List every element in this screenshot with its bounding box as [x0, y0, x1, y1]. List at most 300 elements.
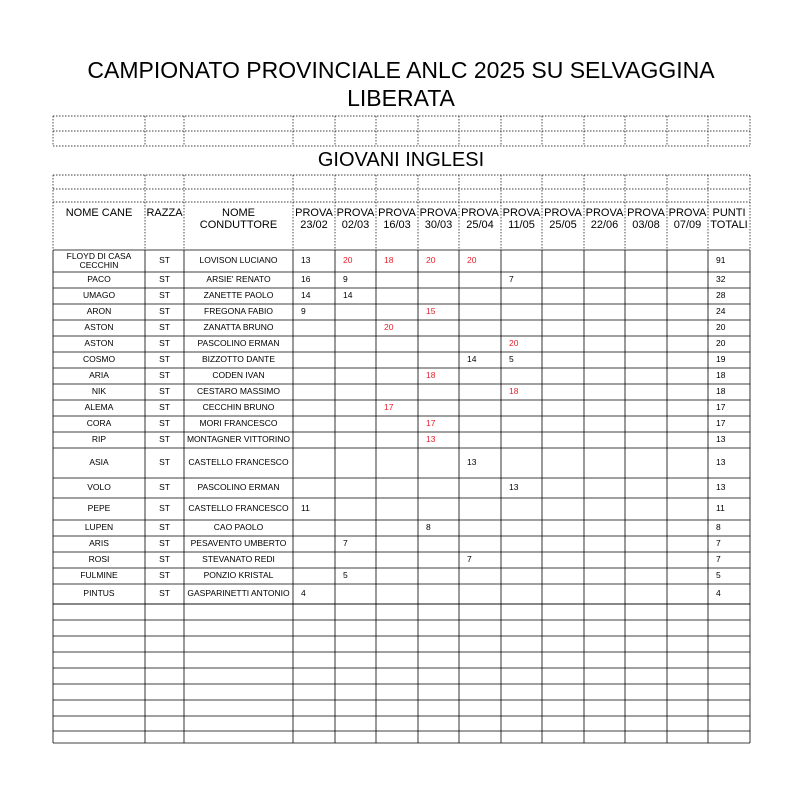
trial-score	[625, 352, 667, 368]
trial-score	[542, 432, 584, 448]
trial-score	[542, 448, 584, 478]
total-points: 13	[716, 457, 726, 468]
trial-score: 14	[467, 354, 477, 365]
header-trial-label: PROVA	[585, 207, 624, 219]
trial-score	[418, 288, 459, 304]
trial-score	[584, 384, 625, 400]
trial-score	[501, 536, 542, 552]
header-handler-line2: CONDUTTORE	[199, 219, 278, 231]
trial-score	[376, 368, 418, 384]
trial-score	[667, 568, 708, 584]
trial-score	[418, 536, 459, 552]
trial-score	[542, 416, 584, 432]
trial-score	[335, 352, 376, 368]
trial-score	[625, 498, 667, 520]
trial-score	[335, 400, 376, 416]
trial-score	[376, 536, 418, 552]
trial-score	[376, 432, 418, 448]
trial-score	[625, 400, 667, 416]
trial-score	[625, 336, 667, 352]
category-subtitle: GIOVANI INGLESI	[317, 149, 485, 171]
trial-score: 17	[426, 418, 436, 429]
trial-score: 5	[509, 354, 514, 365]
trial-score	[501, 250, 542, 272]
trial-score	[584, 552, 625, 568]
trial-score	[667, 432, 708, 448]
trial-score	[501, 448, 542, 478]
trial-score	[335, 304, 376, 320]
header-breed: RAZZA	[146, 207, 183, 219]
trial-score	[335, 552, 376, 568]
breed: ST	[159, 274, 170, 285]
total-points: 18	[716, 370, 726, 381]
trial-score	[335, 432, 376, 448]
trial-score: 20	[467, 255, 477, 266]
trial-score	[584, 352, 625, 368]
breed: ST	[159, 554, 170, 565]
dog-name: PINTUS	[83, 588, 115, 599]
total-points: 28	[716, 290, 726, 301]
handler-name: PESAVENTO UMBERTO	[190, 538, 287, 549]
breed: ST	[159, 418, 170, 429]
trial-score	[376, 352, 418, 368]
header-trial-label: PROVA	[295, 207, 333, 219]
trial-score	[542, 272, 584, 288]
trial-score	[501, 368, 542, 384]
handler-name: CAO PAOLO	[213, 522, 264, 533]
trial-score	[584, 304, 625, 320]
dog-name: ARIS	[89, 538, 109, 549]
dog-name: PACO	[87, 274, 111, 285]
trial-score	[293, 432, 335, 448]
trial-score	[418, 552, 459, 568]
trial-score	[459, 478, 501, 498]
trial-score	[625, 584, 667, 604]
header-trial-date: 23/02	[300, 219, 328, 231]
dog-name: VOLO	[87, 482, 111, 493]
total-points: 7	[716, 554, 721, 565]
trial-score	[542, 304, 584, 320]
trial-score	[293, 478, 335, 498]
trial-score	[418, 568, 459, 584]
handler-name: MORI FRANCESCO	[199, 418, 278, 429]
breed: ST	[159, 290, 170, 301]
trial-score	[459, 416, 501, 432]
trial-score	[418, 584, 459, 604]
trial-score	[625, 552, 667, 568]
trial-score	[667, 552, 708, 568]
trial-score: 18	[426, 370, 436, 381]
trial-score	[501, 288, 542, 304]
handler-name: CESTARO MASSIMO	[197, 386, 280, 397]
breed: ST	[159, 402, 170, 413]
trial-score	[584, 272, 625, 288]
trial-score	[625, 416, 667, 432]
header-total-line2: TOTALI	[710, 219, 748, 231]
trial-score	[542, 552, 584, 568]
trial-score	[459, 336, 501, 352]
trial-score	[667, 272, 708, 288]
trial-score	[293, 536, 335, 552]
trial-score	[542, 336, 584, 352]
trial-score	[376, 304, 418, 320]
handler-name: ARSIE' RENATO	[206, 274, 271, 285]
handler-name: CODEN IVAN	[212, 370, 265, 381]
handler-name: BIZZOTTO DANTE	[201, 354, 276, 365]
trial-score	[625, 288, 667, 304]
trial-score: 13	[509, 482, 519, 493]
header-trial-label: PROVA	[419, 207, 458, 219]
trial-score	[625, 384, 667, 400]
dog-name: ARON	[86, 306, 112, 317]
handler-name: CASTELLO FRANCESCO	[188, 457, 289, 468]
trial-score	[667, 520, 708, 536]
total-points: 11	[716, 503, 725, 514]
trial-score	[459, 432, 501, 448]
handler-name: PASCOLINO ERMAN	[197, 338, 280, 349]
handler-name: PASCOLINO ERMAN	[197, 482, 280, 493]
breed: ST	[159, 338, 170, 349]
header-trial-label: PROVA	[668, 207, 707, 219]
trial-score	[584, 320, 625, 336]
trial-score	[625, 368, 667, 384]
dog-name: ALEMA	[84, 402, 114, 413]
trial-score	[418, 448, 459, 478]
trial-score	[542, 584, 584, 604]
trial-score	[584, 288, 625, 304]
breed: ST	[159, 457, 170, 468]
header-handler: NOME	[222, 207, 255, 219]
dog-name: CORA	[86, 418, 112, 429]
document-title: CAMPIONATO PROVINCIALE ANLC 2025 SU SELVAGGINA	[87, 57, 715, 83]
trial-score	[293, 520, 335, 536]
trial-score	[584, 448, 625, 478]
trial-score	[584, 478, 625, 498]
trial-score	[584, 520, 625, 536]
trial-score	[376, 498, 418, 520]
breed: ST	[159, 538, 170, 549]
trial-score	[459, 536, 501, 552]
trial-score: 4	[301, 588, 306, 599]
trial-score	[376, 288, 418, 304]
trial-score	[584, 498, 625, 520]
trial-score	[667, 498, 708, 520]
trial-score	[418, 336, 459, 352]
dog-name: ASTON	[84, 322, 114, 333]
trial-score	[501, 520, 542, 536]
trial-score	[501, 432, 542, 448]
trial-score	[667, 320, 708, 336]
trial-score	[376, 568, 418, 584]
breed: ST	[159, 370, 170, 381]
trial-score	[584, 432, 625, 448]
trial-score: 5	[343, 570, 348, 581]
trial-score	[667, 584, 708, 604]
trial-score	[418, 352, 459, 368]
total-points: 91	[716, 255, 726, 266]
trial-score	[542, 352, 584, 368]
trial-score	[625, 272, 667, 288]
trial-score	[501, 568, 542, 584]
breed: ST	[159, 522, 170, 533]
trial-score	[335, 416, 376, 432]
header-trial-date: 02/03	[341, 219, 370, 231]
breed: ST	[159, 503, 170, 514]
trial-score: 11	[301, 503, 310, 514]
trial-score	[542, 288, 584, 304]
trial-score: 9	[301, 306, 306, 317]
trial-score	[459, 288, 501, 304]
trial-score	[335, 368, 376, 384]
breed: ST	[159, 386, 170, 397]
trial-score	[667, 336, 708, 352]
trial-score	[667, 478, 708, 498]
trial-score	[293, 552, 335, 568]
trial-score	[376, 478, 418, 498]
trial-score	[418, 384, 459, 400]
trial-score	[667, 250, 708, 272]
dog-name: RIP	[91, 434, 107, 445]
header-trial-label: PROVA	[627, 207, 665, 219]
trial-score	[667, 368, 708, 384]
trial-score	[418, 400, 459, 416]
trial-score	[376, 584, 418, 604]
trial-score: 20	[509, 338, 519, 349]
trial-score	[376, 520, 418, 536]
trial-score	[667, 536, 708, 552]
trial-score	[501, 416, 542, 432]
trial-score	[335, 584, 376, 604]
trial-score	[584, 568, 625, 584]
trial-score	[501, 320, 542, 336]
trial-score: 16	[301, 274, 311, 285]
trial-score	[625, 304, 667, 320]
total-points: 8	[716, 522, 721, 533]
handler-name: LOVISON LUCIANO	[199, 255, 278, 266]
dog-name: COSMO	[82, 354, 116, 365]
trial-score	[376, 416, 418, 432]
breed: ST	[159, 482, 170, 493]
trial-score	[459, 520, 501, 536]
trial-score	[418, 498, 459, 520]
header-trial-label: PROVA	[544, 207, 582, 219]
trial-score	[376, 448, 418, 478]
trial-score: 7	[343, 538, 348, 549]
handler-name: STEVANATO REDI	[202, 554, 275, 565]
header-trial-date: 11/05	[508, 219, 535, 231]
trial-score: 14	[301, 290, 311, 301]
handler-name: CECCHIN BRUNO	[202, 402, 275, 413]
handler-name: GASPARINETTI ANTONIO	[187, 588, 290, 599]
trial-score	[667, 352, 708, 368]
trial-score	[584, 368, 625, 384]
trial-score	[542, 320, 584, 336]
header-trial-date: 03/08	[632, 219, 660, 231]
handler-name: CASTELLO FRANCESCO	[188, 503, 289, 514]
trial-score	[418, 320, 459, 336]
trial-score	[667, 416, 708, 432]
breed: ST	[159, 434, 170, 445]
dog-name: ROSI	[88, 554, 110, 565]
trial-score	[335, 320, 376, 336]
total-points: 7	[716, 538, 721, 549]
dog-name: ASTON	[84, 338, 114, 349]
handler-name: ZANETTE PAOLO	[203, 290, 274, 301]
breed: ST	[159, 588, 170, 599]
trial-score: 20	[426, 255, 436, 266]
trial-score	[418, 272, 459, 288]
trial-score	[501, 498, 542, 520]
total-points: 5	[716, 570, 721, 581]
header-trial-date: 07/09	[673, 219, 702, 231]
trial-score: 8	[426, 522, 431, 533]
header-total: PUNTI	[712, 207, 746, 219]
breed: ST	[159, 306, 170, 317]
trial-score: 20	[384, 322, 394, 333]
trial-score	[625, 250, 667, 272]
trial-score	[584, 584, 625, 604]
total-points: 13	[716, 482, 726, 493]
handler-name: PONZIO KRISTAL	[203, 570, 274, 581]
trial-score	[625, 448, 667, 478]
breed: ST	[159, 255, 170, 266]
trial-score	[501, 552, 542, 568]
trial-score: 18	[384, 255, 394, 266]
trial-score: 13	[426, 434, 436, 445]
trial-score	[293, 352, 335, 368]
trial-score	[501, 400, 542, 416]
trial-score	[542, 520, 584, 536]
trial-score	[418, 478, 459, 498]
trial-score	[459, 400, 501, 416]
trial-score	[376, 552, 418, 568]
total-points: 18	[716, 386, 726, 397]
handler-name: FREGONA FABIO	[204, 306, 273, 317]
dog-name: FULMINE	[80, 570, 118, 581]
trial-score	[667, 448, 708, 478]
trial-score: 18	[509, 386, 519, 397]
trial-score	[625, 320, 667, 336]
header-dog-name: NOME CANE	[65, 207, 133, 219]
trial-score	[293, 448, 335, 478]
trial-score	[625, 568, 667, 584]
dog-name: LUPEN	[84, 522, 114, 533]
trial-score	[542, 368, 584, 384]
trial-score	[335, 478, 376, 498]
trial-score	[584, 250, 625, 272]
header-trial-date: 30/03	[424, 219, 453, 231]
trial-score	[625, 478, 667, 498]
trial-score	[293, 320, 335, 336]
trial-score: 15	[426, 306, 436, 317]
header-trial-date: 25/05	[549, 219, 577, 231]
header-trial-date: 16/03	[383, 219, 411, 231]
trial-score	[542, 384, 584, 400]
dog-name: FLOYD DI CASA CECCHIN	[66, 250, 132, 270]
handler-name: MONTAGNER VITTORINO	[186, 434, 291, 445]
trial-score	[584, 416, 625, 432]
trial-score	[459, 568, 501, 584]
header-trial-label: PROVA	[461, 207, 499, 219]
dog-name: ASIA	[89, 457, 109, 468]
total-points: 19	[716, 354, 726, 365]
trial-score	[625, 536, 667, 552]
total-points: 20	[716, 322, 726, 333]
trial-score	[293, 384, 335, 400]
trial-score: 13	[301, 255, 311, 266]
total-points: 17	[716, 402, 726, 413]
trial-score: 13	[467, 457, 477, 468]
trial-score	[293, 368, 335, 384]
trial-score	[584, 336, 625, 352]
trial-score	[335, 384, 376, 400]
trial-score	[459, 272, 501, 288]
total-points: 32	[716, 274, 726, 285]
total-points: 20	[716, 338, 726, 349]
trial-score	[459, 320, 501, 336]
header-trial-label: PROVA	[336, 207, 375, 219]
breed: ST	[159, 322, 170, 333]
trial-score	[501, 304, 542, 320]
header-trial-label: PROVA	[378, 207, 416, 219]
trial-score	[459, 384, 501, 400]
trial-score: 17	[384, 402, 394, 413]
trial-score	[667, 304, 708, 320]
trial-score	[584, 536, 625, 552]
total-points: 17	[716, 418, 726, 429]
trial-score: 20	[343, 255, 353, 266]
trial-score	[293, 416, 335, 432]
trial-score	[293, 400, 335, 416]
trial-score	[459, 368, 501, 384]
document-title-continued: LIBERATA	[347, 85, 455, 111]
dog-name: NIK	[91, 386, 107, 397]
trial-score	[335, 336, 376, 352]
trial-score	[293, 568, 335, 584]
total-points: 24	[716, 306, 726, 317]
trial-score	[335, 448, 376, 478]
trial-score	[625, 520, 667, 536]
total-points: 4	[716, 588, 721, 599]
trial-score	[501, 584, 542, 604]
trial-score	[542, 568, 584, 584]
trial-score	[459, 498, 501, 520]
trial-score	[376, 384, 418, 400]
trial-score	[667, 384, 708, 400]
header-trial-date: 25/04	[466, 219, 494, 231]
trial-score	[542, 250, 584, 272]
trial-score	[335, 520, 376, 536]
trial-score	[293, 336, 335, 352]
dog-name: ARIA	[89, 370, 109, 381]
trial-score	[376, 272, 418, 288]
breed: ST	[159, 570, 170, 581]
header-trial-label: PROVA	[502, 207, 541, 219]
trial-score	[667, 288, 708, 304]
trial-score	[542, 400, 584, 416]
trial-score: 9	[343, 274, 348, 285]
handler-name: ZANATTA BRUNO	[203, 322, 274, 333]
dog-name: UMAGO	[82, 290, 116, 301]
trial-score	[542, 498, 584, 520]
trial-score	[542, 536, 584, 552]
trial-score: 14	[343, 290, 353, 301]
trial-score	[584, 400, 625, 416]
total-points: 13	[716, 434, 726, 445]
trial-score	[542, 478, 584, 498]
trial-score	[625, 432, 667, 448]
trial-score	[376, 336, 418, 352]
